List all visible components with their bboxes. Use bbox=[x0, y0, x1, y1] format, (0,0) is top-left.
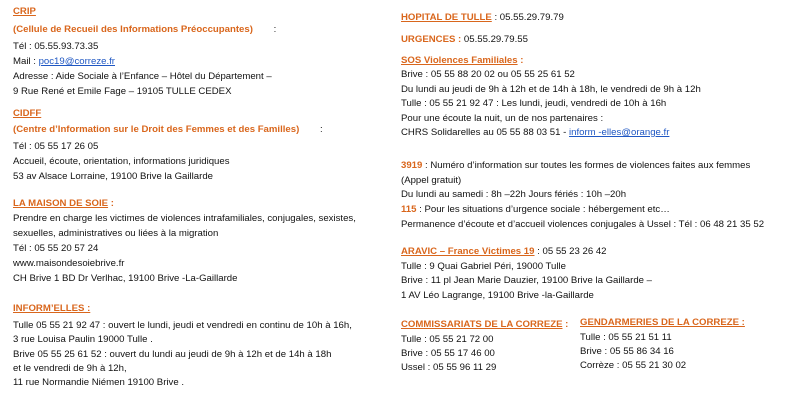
sos-line-2: Du lundi au jeudi de 9h à 12h et de 14h à 18h, le vendredi de 9h à 12h bbox=[401, 84, 701, 95]
urgences-phone: 05.55.29.79.55 bbox=[461, 34, 528, 45]
aravic-line-2: Brive : 11 pl Jean Marie Dauzier, 19100 Brive la Gaillarde – bbox=[401, 275, 652, 286]
cidff-title: CIDFF bbox=[13, 108, 42, 119]
informelles-line-1: Tulle 05 55 21 92 47 : ouvert le lundi, jeudi et vendredi en continu de 10h à 16h, bbox=[13, 320, 352, 331]
sos-line-3: Tulle : 05 55 21 92 47 : Les lundi, jeudi, vendredi de 10h à 16h bbox=[401, 98, 667, 109]
n115-description: : Pour les situations d’urgence sociale : hébergement etc… bbox=[416, 204, 670, 215]
aravic-title: ARAVIC – France Victimes 19 bbox=[401, 246, 535, 257]
sos-title: SOS Violences Familiales bbox=[401, 55, 518, 66]
cidff-subtitle: (Centre d’Information sur le Droit des Femmes et des Familles) bbox=[13, 124, 300, 135]
sos-colon: : bbox=[517, 55, 524, 66]
maison-colon: : bbox=[108, 198, 114, 209]
cidff-colon: : bbox=[319, 124, 323, 135]
commissariat-item: Brive : 05 55 17 46 00 bbox=[401, 348, 495, 359]
maison-website[interactable]: www.maisondesoiebrive.fr bbox=[13, 258, 125, 269]
maison-title: LA MAISON DE SOIE bbox=[13, 198, 109, 209]
ussel-tel: : Tél : 06 48 21 35 52 bbox=[670, 219, 765, 230]
cidff-tel: Tél : 05 55 17 26 05 bbox=[13, 141, 99, 152]
crip-title: CRIP bbox=[13, 6, 36, 17]
gendarmerie-item: Corrèze : 05 55 21 30 02 bbox=[580, 360, 687, 371]
cidff-description: Accueil, écoute, orientation, informations juridiques bbox=[13, 156, 230, 167]
cidff-address: 53 av Alsace Lorraine, 19100 Brive la Gaillarde bbox=[13, 171, 213, 182]
crip-mail-link[interactable]: poc19@correze.fr bbox=[38, 56, 115, 67]
aravic-line-1: Tulle : 9 Quai Gabriel Péri, 19000 Tulle bbox=[401, 261, 566, 272]
crip-subtitle: (Cellule de Recueil des Informations Préoccupantes) bbox=[13, 24, 253, 35]
hopital-title: HOPITAL DE TULLE bbox=[401, 12, 492, 23]
informelles-line-5: 11 rue Normandie Niémen 19100 Brive . bbox=[13, 377, 185, 388]
commissariats-title: COMMISSARIATS DE LA CORREZE bbox=[401, 319, 563, 330]
crip-address-line-1: Adresse : Aide Sociale à l’Enfance – Hôtel du Département – bbox=[13, 71, 272, 82]
gendarmerie-item: Tulle : 05 55 21 51 11 bbox=[580, 332, 672, 343]
maison-description-line-1: Prendre en charge les victimes de violences intrafamiliales, conjugales, sexistes, bbox=[13, 213, 356, 224]
crip-tel: Tél : 05.55.93.73.35 bbox=[13, 41, 99, 52]
gendarmeries-title: GENDARMERIES DE LA CORREZE : bbox=[580, 317, 745, 328]
commissariat-item: Tulle : 05 55 21 72 00 bbox=[401, 334, 494, 345]
hopital-phone: : 05.55.29.79.79 bbox=[491, 12, 564, 23]
n3919-free: (Appel gratuit) bbox=[401, 175, 462, 186]
aravic-line-3: 1 AV Léo Lagrange, 19100 Brive -la-Gaillarde bbox=[401, 290, 594, 301]
urgences-title: URGENCES : bbox=[401, 34, 462, 45]
chrs-contact: CHRS Solidarelles au 05 55 88 03 51 bbox=[401, 127, 561, 138]
chrs-mail-link[interactable]: inform -elles@orange.fr bbox=[569, 127, 670, 138]
crip-mail-label: Mail : bbox=[13, 56, 36, 67]
informelles-line-2: 3 rue Louisa Paulin 19000 Tulle . bbox=[13, 334, 153, 345]
informelles-line-3: Brive 05 55 25 61 52 : ouvert du lundi au jeudi de 9h à 12h et de 14h à 18h bbox=[13, 349, 332, 360]
n3919-hours: Du lundi au samedi : 8h –22h Jours fériés : 10h –20h bbox=[401, 189, 627, 200]
sos-line-1: Brive : 05 55 88 20 02 ou 05 55 25 61 52 bbox=[401, 69, 575, 80]
commissariat-item: Ussel : 05 55 96 11 29 bbox=[401, 362, 497, 373]
gendarmerie-item: Brive : 05 55 86 34 16 bbox=[580, 346, 674, 357]
n3919-description: : Numéro d’information sur toutes les formes de violences faites aux femmes bbox=[422, 160, 751, 171]
commissariats-colon: : bbox=[562, 319, 569, 330]
maison-address: CH Brive 1 BD Dr Verlhac, 19100 Brive -La-Gaillarde bbox=[13, 273, 238, 284]
crip-colon: : bbox=[273, 24, 277, 35]
maison-tel: Tél : 05 55 20 57 24 bbox=[13, 243, 99, 254]
n3919-number: 3919 bbox=[401, 160, 423, 171]
informelles-line-4: et le vendredi de 9h à 12h, bbox=[13, 363, 127, 374]
chrs-separator: - bbox=[560, 127, 567, 138]
n115-number: 115 bbox=[401, 204, 417, 215]
aravic-phone: : 05 55 23 26 42 bbox=[534, 246, 607, 257]
sos-line-4: Pour une écoute la nuit, un de nos partenaires : bbox=[401, 113, 604, 124]
maison-description-line-2: sexuelles, administratives ou liées à la migration bbox=[13, 228, 219, 239]
ussel-permanence: Permanence d’écoute et d’accueil violences conjugales à Ussel bbox=[401, 219, 671, 230]
informelles-title: INFORM’ELLES : bbox=[13, 303, 91, 314]
crip-address-line-2: 9 Rue René et Emile Fage – 19105 TULLE CEDEX bbox=[13, 86, 232, 97]
